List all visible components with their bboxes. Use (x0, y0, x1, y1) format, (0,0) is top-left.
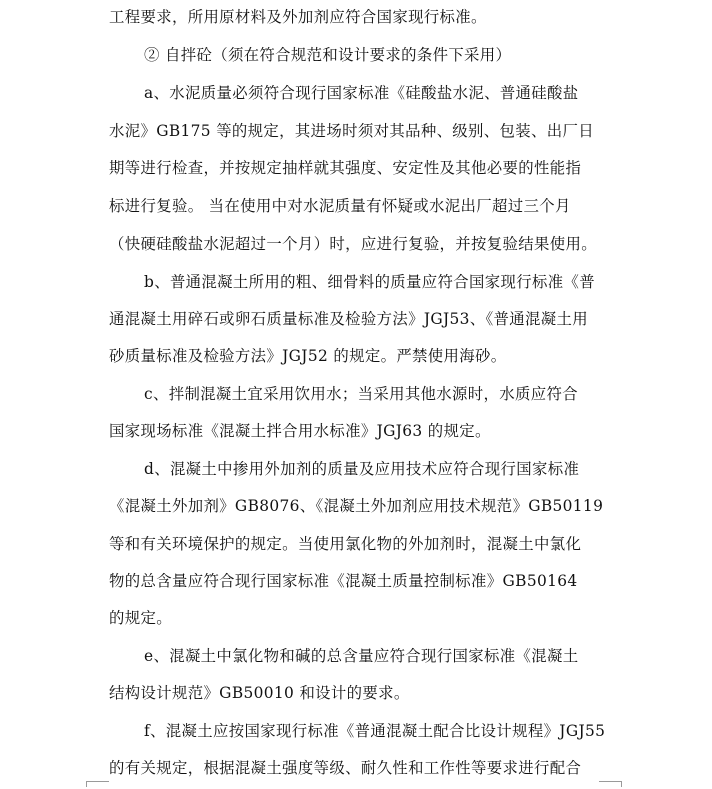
text-line: 《混凝土外加剂》GB8076、《混凝土外加剂应用技术规范》GB50119 (109, 497, 604, 515)
paragraph-f-line: f、混凝土应按国家现行标准《普通混凝土配合比设计规程》JGJ55 (144, 722, 606, 740)
text-line: 标进行复验。 当在使用中对水泥质量有怀疑或水泥出厂超过三个月 (109, 197, 571, 215)
text-line: 期等进行检查，并按规定抽样就其强度、安定性及其他必要的性能指 (109, 159, 582, 177)
page-corner-mark-left (86, 781, 109, 787)
text-line: 国家现场标准《混凝土拌合用水标准》JGJ63 的规定。 (109, 422, 491, 440)
text-line: 砂质量标准及检验方法》JGJ52 的规定。严禁使用海砂。 (109, 347, 507, 365)
paragraph-c-line: c、拌制混凝土宜采用饮用水；当采用其他水源时，水质应符合 (144, 385, 578, 403)
text-line: 通混凝土用碎石或卵石质量标准及检验方法》JGJ53、《普通混凝土用 (109, 310, 589, 328)
text-line: 物的总含量应符合现行国家标准《混凝土质量控制标准》GB50164 (109, 572, 578, 590)
text-line: 的规定。 (109, 609, 172, 627)
paragraph-b-line: b、普通混凝土所用的粗、细骨料的质量应符合国家现行标准《普 (144, 273, 595, 291)
section-heading: ② 自拌砼（须在符合规范和设计要求的条件下采用） (144, 46, 512, 64)
text-line: 的有关规定，根据混凝土强度等级、耐久性和工作性等要求进行配合 (109, 759, 582, 777)
paragraph-e-line: e、混凝土中氯化物和碱的总含量应符合现行国家标准《混凝土 (144, 647, 579, 665)
page-corner-mark-right (599, 781, 622, 787)
text-line: （快硬硅酸盐水泥超过一个月）时，应进行复验，并按复验结果使用。 (109, 235, 597, 253)
paragraph-d-line: d、混凝土中掺用外加剂的质量及应用技术应符合现行国家标准 (144, 460, 580, 478)
text-line: 结构设计规范》GB50010 和设计的要求。 (109, 684, 410, 702)
text-line: 工程要求，所用原材料及外加剂应符合国家现行标准。 (109, 8, 487, 26)
paragraph-a-line: a、水泥质量必须符合现行国家标准《硅酸盐水泥、普通硅酸盐 (144, 84, 579, 102)
text-line: 等和有关环境保护的规定。当使用氯化物的外加剂时，混凝土中氯化 (109, 535, 582, 553)
text-line: 水泥》GB175 等的规定，其进场时须对其品种、级别、包装、出厂日 (109, 122, 594, 140)
